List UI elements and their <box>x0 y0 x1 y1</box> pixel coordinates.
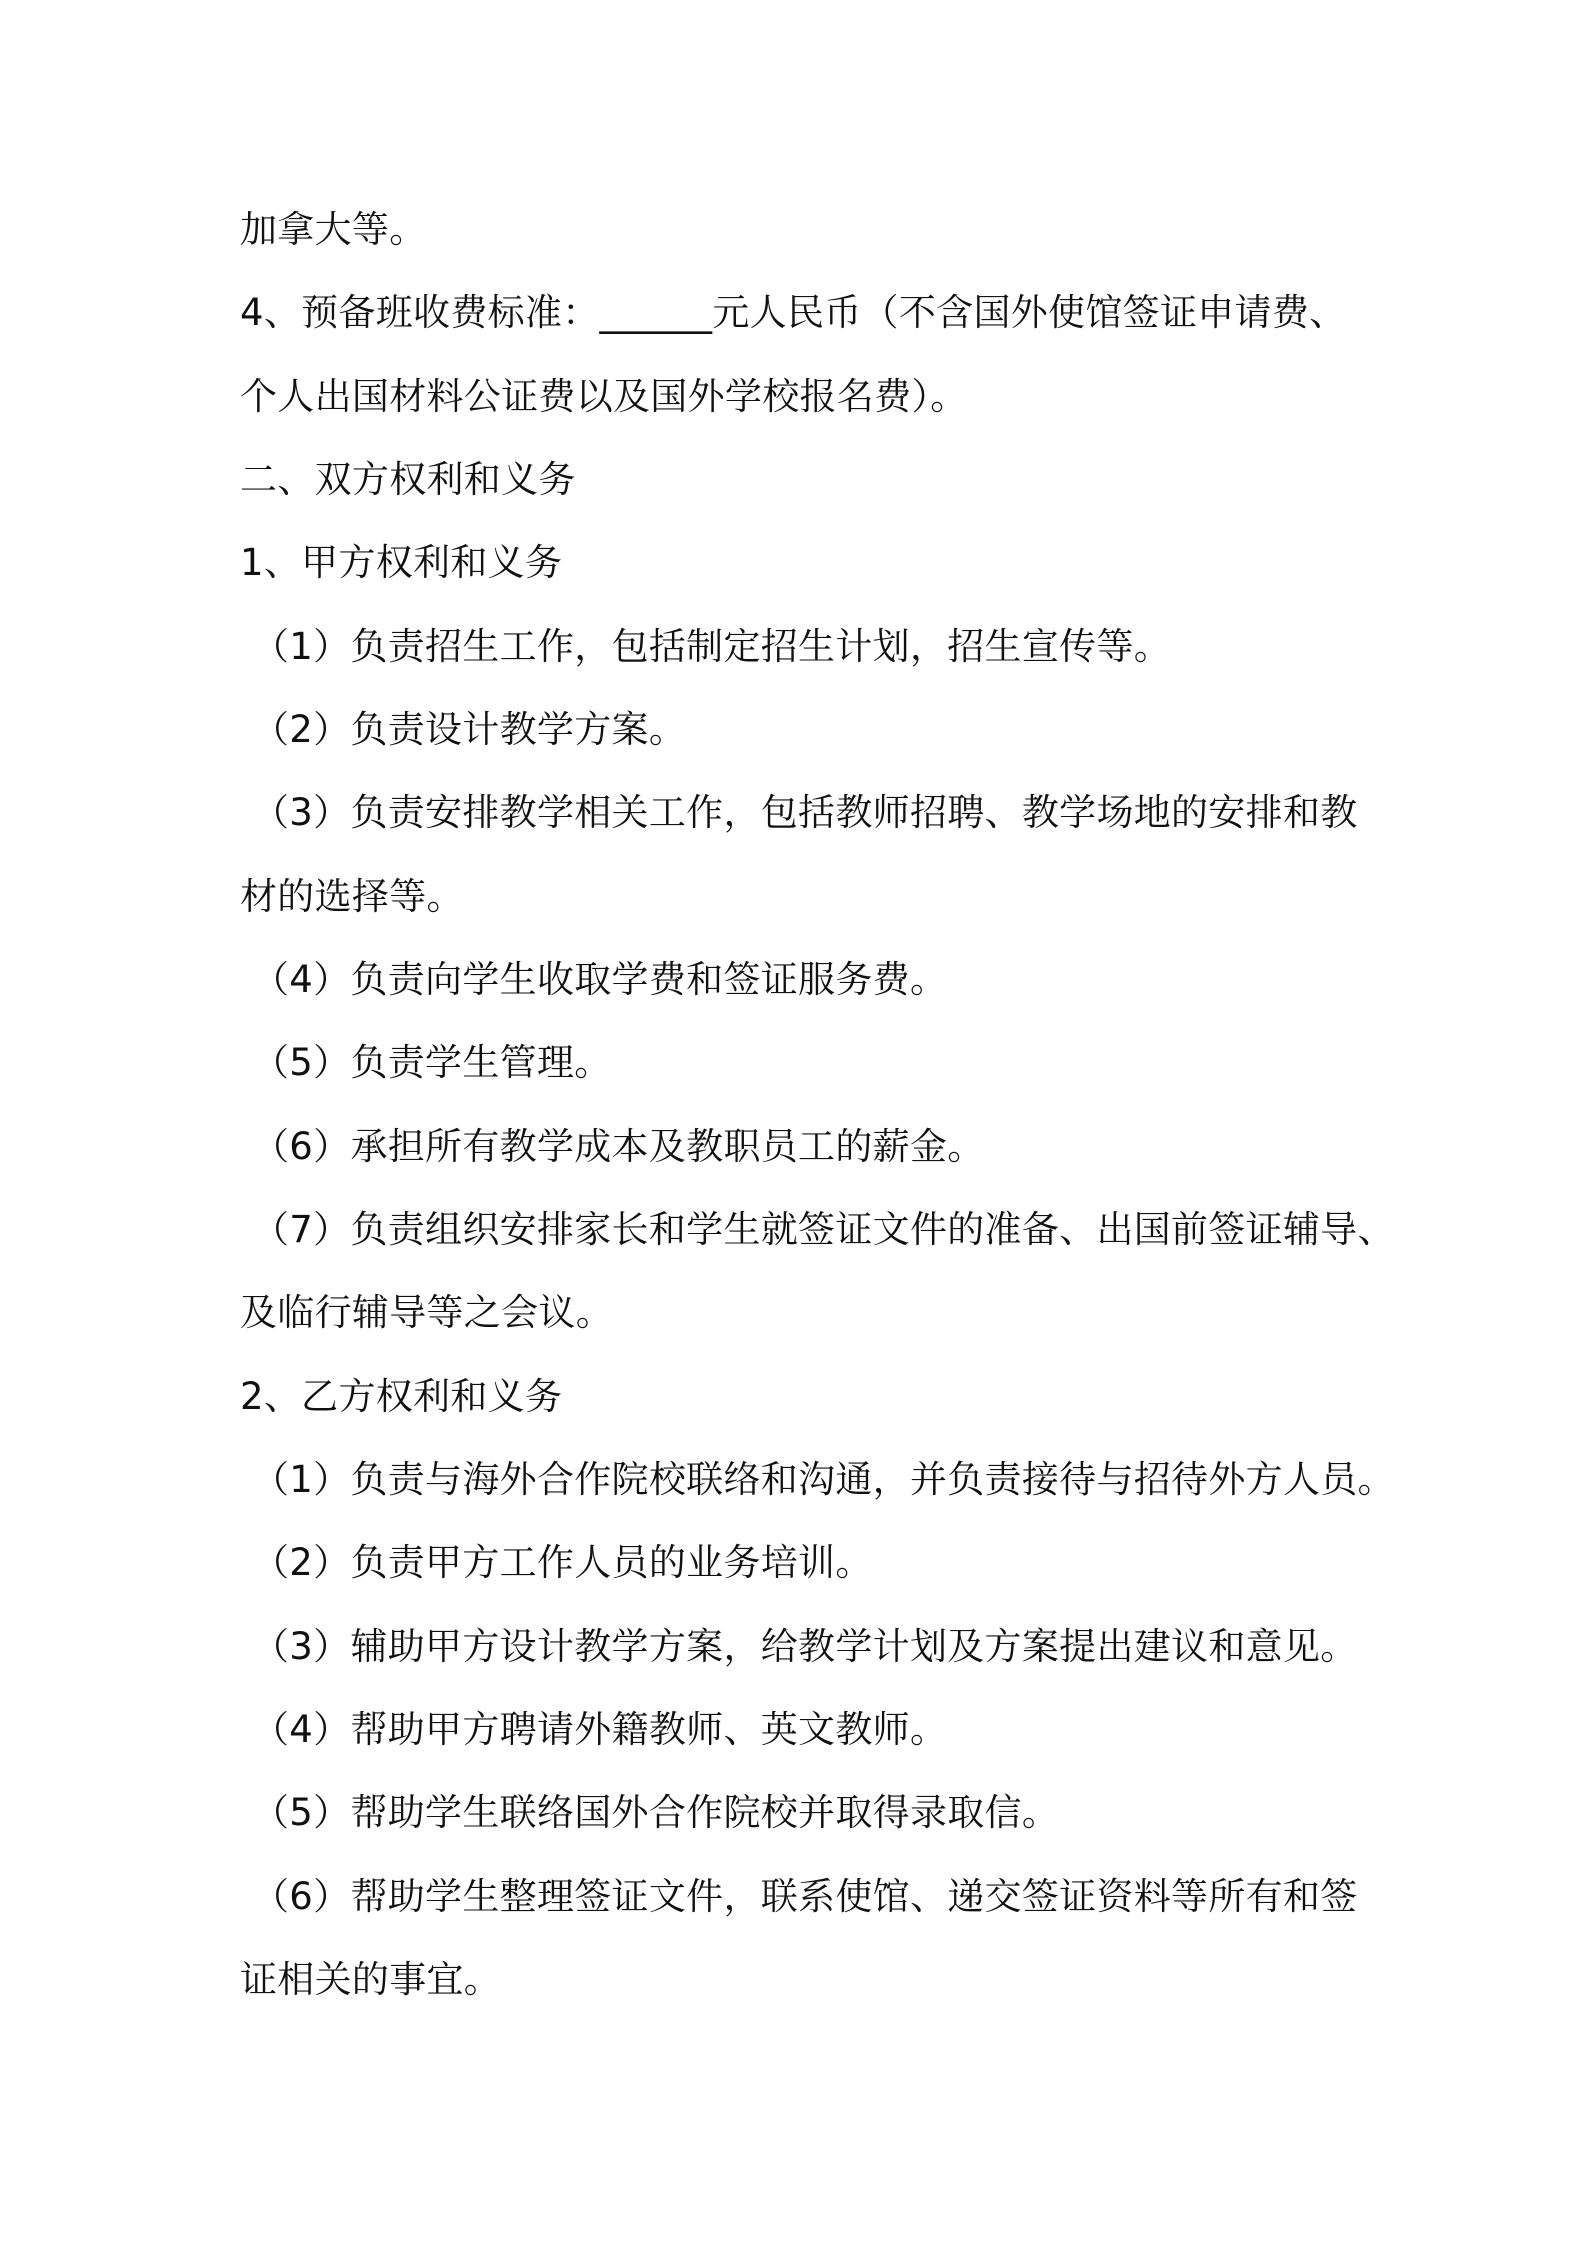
section-heading: 二、双方权利和义务 <box>240 458 576 501</box>
list-item: （5）负责学生管理。 <box>252 1041 612 1084</box>
list-item: （6）承担所有教学成本及教职员工的薪金。 <box>252 1125 985 1168</box>
list-item-continuation: 证相关的事宜。 <box>240 1958 502 2001</box>
list-item: （5）帮助学生联络国外合作院校并取得录取信。 <box>252 1791 1060 1834</box>
list-item: （4）帮助甲方聘请外籍教师、英文教师。 <box>252 1708 948 1751</box>
text-line: 4、预备班收费标准：______元人民币（不含国外使馆签证申请费、 <box>240 291 1347 334</box>
list-item: （1）负责招生工作，包括制定招生计划，招生宣传等。 <box>252 625 1172 668</box>
list-item: （3）辅助甲方设计教学方案，给教学计划及方案提出建议和意见。 <box>252 1625 1358 1668</box>
list-item: （2）负责甲方工作人员的业务培训。 <box>252 1541 873 1584</box>
subsection-heading: 2、乙方权利和义务 <box>240 1375 563 1418</box>
list-item: （3）负责安排教学相关工作，包括教师招聘、教学场地的安排和教 <box>252 791 1358 834</box>
list-item-continuation: 及临行辅导等之会议。 <box>240 1291 613 1334</box>
list-item: （6）帮助学生整理签证文件，联系使馆、递交签证资料等所有和签 <box>252 1875 1358 1918</box>
subsection-heading: 1、甲方权利和义务 <box>240 541 563 584</box>
list-item: （4）负责向学生收取学费和签证服务费。 <box>252 958 948 1001</box>
text-line: 加拿大等。 <box>240 208 427 251</box>
list-item: （1）负责与海外合作院校联络和沟通，并负责接待与招待外方人员。 <box>252 1458 1395 1501</box>
list-item: （2）负责设计教学方案。 <box>252 708 687 751</box>
list-item: （7）负责组织安排家长和学生就签证文件的准备、出国前签证辅导、 <box>252 1208 1395 1251</box>
text-line: 个人出国材料公证费以及国外学校报名费）。 <box>240 375 968 418</box>
list-item-continuation: 材的选择等。 <box>240 875 464 918</box>
